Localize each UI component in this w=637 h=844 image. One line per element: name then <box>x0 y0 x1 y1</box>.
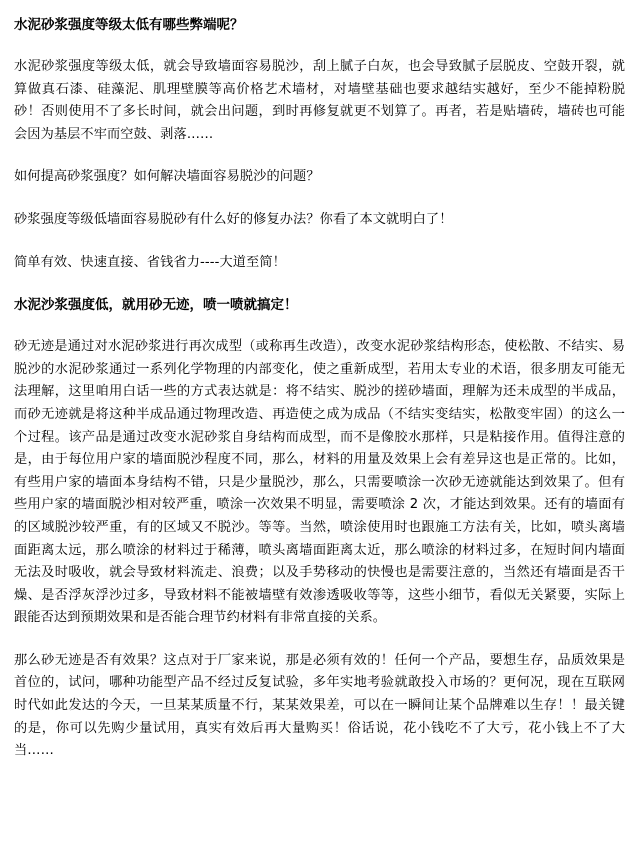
paragraph-effectiveness: 那么砂无迹是否有效果？这点对于厂家来说，那是必须有效的！任何一个产品，要想生存，品质效果是首位的，试问，哪种功能型产品不经过反复试验，多年实地考验就敢投入市场的？更何况，现在互联网时代如此发达的今天，一旦某某质量不行，某某效果差，可以在一瞬间让某个品牌难以生存！！最关键的是，你可以先购少量试用，真实有效后再大量购买！俗话说，花小钱吃不了大亏，花小钱上不了大当…… <box>14 652 625 759</box>
section-heading: 水泥沙浆强度低，就用砂无迹，喷一喷就搞定！ <box>14 297 298 314</box>
paragraph-slogan: 简单有效、快速直接、省钱省力----大道至简！ <box>14 254 286 270</box>
paragraph-repair-question: 砂浆强度等级低墙面容易脱砂有什么好的修复办法？你看了本文就明白了！ <box>14 211 453 227</box>
paragraph-intro: 水泥砂浆强度等级太低，就会导致墙面容易脱沙，刮上腻子白灰，也会导致腻子层脱皮、空鼓开裂，就算做真石漆、硅藻泥、肌理壁膜等高价格艺术墙材，对墙壁基础也要求越结实越好，至少不能掉粉脱砂！否则使用不了多长时间，就会出问题，到时再修复就更不划算了。再者，若是贴墙砖，墙砖也可能会因为基层不牢而空鼓、剥落…… <box>14 59 625 142</box>
article-title: 水泥砂浆强度等级太低有哪些弊端呢？ <box>14 17 244 33</box>
paragraph-question: 如何提高砂浆强度？如何解决墙面容易脱沙的问题？ <box>14 169 320 185</box>
paragraph-product-explanation: 砂无迹是通过对水泥砂浆进行再次成型（或称再生改造），改变水泥砂浆结构形态，使松散、不结实、易脱沙的水泥砂浆通过一系列化学物理的内部变化，使之重新成型，若用太专业的术语，很多朋友可能无法理解，这里咱用白话一些的方式表达就是：将不结实、脱沙的搓砂墙面，理解为还未成型的半成品，而砂无迹就是将这种半成品通过物理改造、再造使之成为成品（不结实变结实，松散变牢固）的这么一个过程。该产品是通过改变水泥砂浆自身结构而成型，而不是像胶水那样，只是粘接作用。值得注意的是，由于每位用户家的墙面脱沙程度不同，那么，材料的用量及效果上会有差异这也是正常的。比如，有些用户家的墙面本身结构不错，只是少量脱沙，那么，只需要喷涂一次砂无迹就能达到效果了。但有些用户家的墙面脱沙相对较严重，喷涂一次效果不明显，需要喷涂 2 次，才能达到效果。还有的墙面有的区域脱沙较严重，有的区域又不脱沙。等等。当然，喷涂使用时也跟施工方法有关，比如，喷头离墙面距离太远，那么喷涂的材料过于稀薄，喷头离墙面距离太近，那么喷涂的材料过多，在短时间内墙面无法及时吸收，就会导致材料流走、浪费；以及手势移动的快慢也是需要注意的，当然还有墙面是否干燥、是否浮灰浮沙过多，导致材料不能被墙壁有效渗透吸收等等，这些小细节，看似无关紧要，实际上跟能否达到预期效果和是否能合理节约材料有非常直接的关系。 <box>14 339 625 626</box>
